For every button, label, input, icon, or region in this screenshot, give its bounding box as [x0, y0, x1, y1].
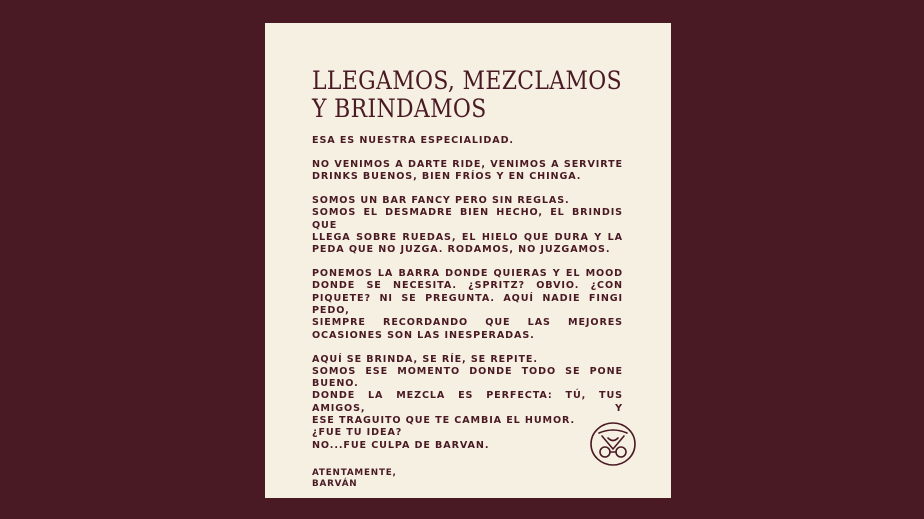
body-line: SOMOS EL DESMADRE BIEN HECHO, EL BRINDIS QUE — [312, 207, 623, 231]
paragraph-barra-mood — [312, 268, 623, 342]
body-line: DRINKS BUENOS, BIEN FRÍOS Y EN CHINGA. — [312, 171, 582, 183]
paragraph-drinks — [312, 159, 623, 184]
letter-body — [312, 135, 623, 490]
barvan-emblem-icon — [587, 421, 639, 467]
signature — [312, 468, 623, 490]
title-line: Y BRINDAMOS — [312, 94, 487, 124]
body-line: AQUÍ SE BRINDA, SE RÍE, SE REPITE. — [312, 353, 538, 365]
letter-title — [312, 66, 622, 124]
body-line: PIQUETE? NI SE PREGUNTA. AQUÍ NADIE FINGI PEDO, — [312, 292, 623, 317]
letter-card — [265, 23, 671, 498]
body-line: OCASIONES SON LAS INESPERADAS. — [312, 329, 535, 341]
body-line: PEDA QUE NO JUZGA. RODAMOS, NO JUZGAMOS. — [312, 244, 611, 256]
body-line: NO...FUE CULPA DE BARVAN. — [312, 439, 490, 451]
paragraph-bar-fancy — [312, 195, 623, 256]
body-line: ESA ES NUESTRA ESPECIALIDAD. — [312, 135, 514, 146]
body-line: ESE TRAGUITO QUE TE CAMBIA EL HUMOR. — [312, 415, 576, 427]
body-line: DONDE LA MEZCLA ES PERFECTA: TÚ, TUS AMIGOS, Y — [312, 390, 623, 414]
body-line: PONEMOS LA BARRA DONDE QUIERAS Y EL MOOD — [312, 268, 623, 280]
signature-line: ATENTAMENTE, — [312, 467, 397, 478]
title-line: LLEGAMOS, MEZCLAMOS — [312, 66, 622, 96]
body-line: SOMOS ESE MOMENTO DONDE TODO SE PONE BUENO. — [312, 365, 623, 390]
paragraph-brindis — [312, 354, 623, 452]
signature-name: BARVÁN — [312, 478, 358, 489]
body-line: NO VENIMOS A DARTE RIDE, VENIMOS A SERVIRTE — [312, 158, 623, 170]
body-line: DONDE SE NECESITA. ¿SPRITZ? OBVIO. ¿CON — [312, 280, 623, 292]
body-line: ¿FUE TU IDEA? — [312, 427, 403, 439]
body-line: LLEGA SOBRE RUEDAS, EL HIELO QUE DURA Y LA — [312, 231, 623, 243]
body-line: SIEMPRE RECORDANDO QUE LAS MEJORES — [312, 317, 623, 329]
body-line: SOMOS UN BAR FANCY PERO SIN REGLAS. — [312, 195, 570, 207]
paragraph-specialty — [312, 135, 623, 147]
